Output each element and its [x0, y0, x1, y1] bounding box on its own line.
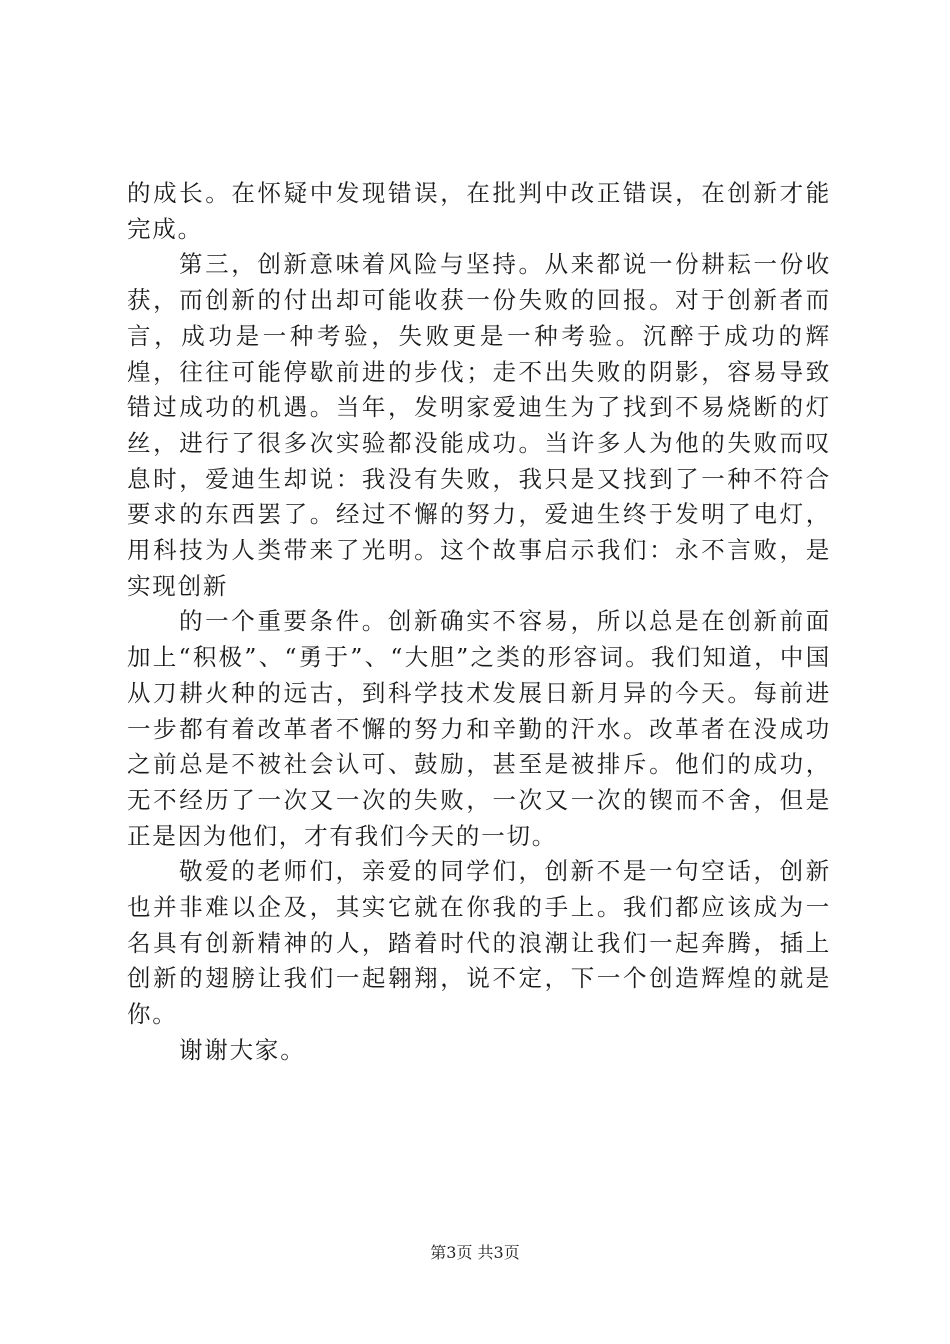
paragraph-thanks: 谢谢大家。: [179, 1035, 306, 1064]
page-number-footer: 第3页 共3页: [430, 1243, 520, 1262]
paragraph-third-point: 第三，创新意味着风险与坚持。从来都说一份耕耘一份收获，而创新的付出却可能收获一份失败的回报。对于创新者而言，成功是一种考验，失败更是一种考验。沉醉于成功的辉煌，往往可能停歇前进的步伐；走不出失败的阴影，容易导致错过成功的机遇。当年，发明家爱迪生为了找到不易烧断的灯丝，进行了很多次实验都没能成功。当许多人为他的失败而叹息时，爱迪生却说：我没有失败，我只是又找到了一种不符合要求的东西罢了。经过不懈的努力，爱迪生终于发明了电灯，用科技为人类带来了光明。这个故事启示我们：永不言败，是实现创新: [127, 250, 831, 600]
document-body: [127, 176, 831, 1069]
paragraph-continuation: 的成长。在怀疑中发现错误，在批判中改正错误，在创新才能完成。: [127, 179, 831, 243]
paragraph-reform: 的一个重要条件。创新确实不容易，所以总是在创新前面加上“积极”、“勇于”、“大胆”之类的形容词。我们知道，中国从刀耕火种的远古，到科学技术发展日新月异的今天。每前进一步都有着改革者不懈的努力和辛勤的汗水。改革者在没成功之前总是不被社会认可、鼓励，甚至是被排斥。他们的成功，无不经历了一次又一次的失败，一次又一次的锲而不舍，但是正是因为他们，才有我们今天的一切。: [127, 607, 831, 850]
paragraph-closing-appeal: 敬爱的老师们，亲爱的同学们，创新不是一句空话，创新也并非难以企及，其实它就在你我的手上。我们都应该成为一名具有创新精神的人，踏着时代的浪潮让我们一起奔腾，插上创新的翅膀让我们一起翱翔，说不定，下一个创造辉煌的就是你。: [127, 857, 831, 1029]
